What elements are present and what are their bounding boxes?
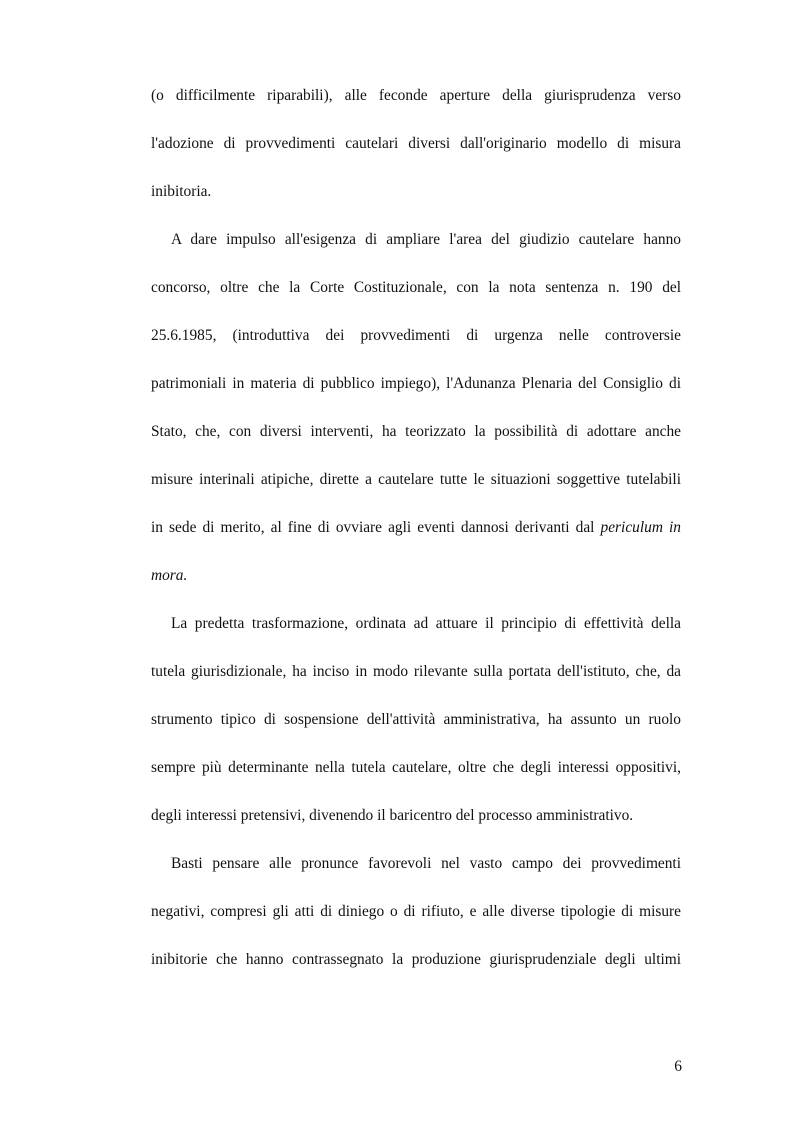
text-line [151, 504, 681, 552]
paragraph [151, 840, 681, 984]
text-segment: A dare impulso all'esigenza di ampliare l'area del giudizio cautelare hanno [171, 231, 681, 248]
paragraph [151, 216, 681, 600]
document-page [151, 72, 681, 984]
text-line [151, 744, 681, 792]
text-segment: in sede di merito, al fine di ovviare agli eventi dannosi derivanti dal [151, 519, 601, 536]
text-segment: inibitorie che hanno contrassegnato la produzione giurisprudenziale degli ultimi [151, 951, 681, 968]
text-segment: La predetta trasformazione, ordinata ad attuare il principio di effettività della [171, 615, 681, 632]
text-line [151, 888, 681, 936]
text-segment: negativi, compresi gli atti di diniego o di rifiuto, e alle diverse tipologie di misure [151, 903, 681, 920]
text-segment: l'adozione di provvedimenti cautelari diversi dall'originario modello di misura [151, 135, 681, 152]
text-line [151, 264, 681, 312]
text-line [151, 312, 681, 360]
italic-text: periculum in [600, 519, 681, 536]
text-line [151, 552, 681, 600]
text-line [151, 216, 681, 264]
text-segment: Basti pensare alle pronunce favorevoli nel vasto campo dei provvedimenti [171, 855, 681, 872]
text-segment: patrimoniali in materia di pubblico impiego), l'Adunanza Plenaria del Consiglio di [151, 375, 681, 392]
text-line [151, 936, 681, 984]
text-line [151, 72, 681, 120]
text-line [151, 840, 681, 888]
paragraph [151, 72, 681, 216]
text-line [151, 168, 681, 216]
text-line [151, 408, 681, 456]
text-segment: (o difficilmente riparabili), alle feconde aperture della giurisprudenza verso [151, 87, 681, 104]
text-segment: 25.6.1985, (introduttiva dei provvedimenti di urgenza nelle controversie [151, 327, 681, 344]
text-segment: sempre più determinante nella tutela cautelare, oltre che degli interessi oppositivi, [151, 759, 681, 776]
italic-text: mora. [151, 567, 188, 584]
text-segment: tutela giurisdizionale, ha inciso in modo rilevante sulla portata dell'istituto, che, da [151, 663, 681, 680]
body-text [151, 72, 681, 984]
text-line [151, 360, 681, 408]
page-number: 6 [674, 1058, 682, 1075]
text-segment: strumento tipico di sospensione dell'attività amministrativa, ha assunto un ruolo [151, 711, 681, 728]
text-line [151, 648, 681, 696]
text-line [151, 696, 681, 744]
text-segment: Stato, che, con diversi interventi, ha teorizzato la possibilità di adottare anche [151, 423, 681, 440]
text-line [151, 120, 681, 168]
text-segment: inibitoria. [151, 183, 212, 200]
text-segment: degli interessi pretensivi, divenendo il baricentro del processo amministrativo. [151, 807, 634, 824]
text-segment: concorso, oltre che la Corte Costituzionale, con la nota sentenza n. 190 del [151, 279, 681, 296]
text-line [151, 600, 681, 648]
text-segment: misure interinali atipiche, dirette a cautelare tutte le situazioni soggettive tutelabili [151, 471, 681, 488]
paragraph [151, 600, 681, 840]
text-line [151, 456, 681, 504]
text-line [151, 792, 681, 840]
